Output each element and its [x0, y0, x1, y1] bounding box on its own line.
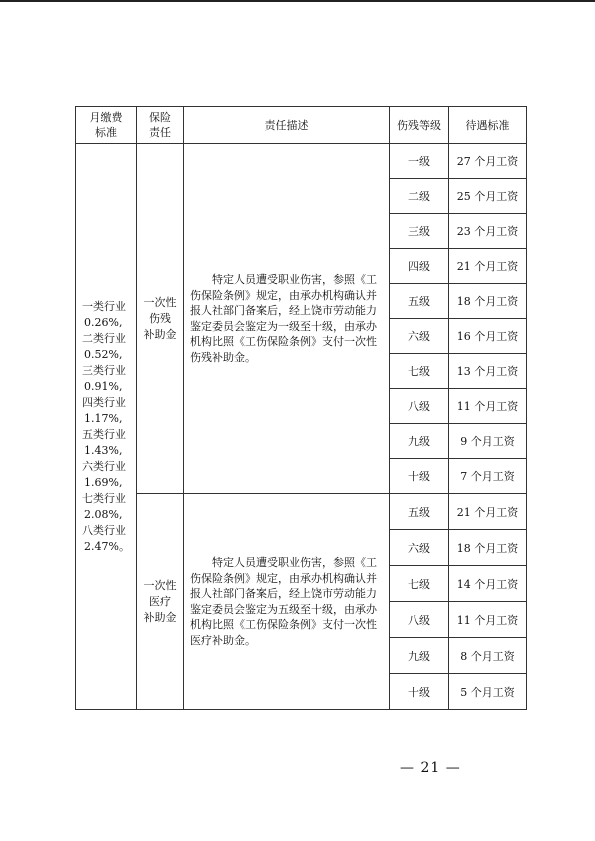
rate-label: 七类行业 — [82, 491, 126, 505]
header-resp-line2: 责任 — [149, 126, 171, 139]
grade-cell: 八级 — [390, 389, 449, 424]
amount-cell: 7 个月工资 — [449, 459, 527, 494]
amount-cell: 27 个月工资 — [449, 144, 527, 179]
header-rate — [76, 107, 137, 144]
grade-cell: 三级 — [390, 214, 449, 249]
grade-cell: 十级 — [390, 459, 449, 494]
grade-cell: 二级 — [390, 179, 449, 214]
resp-line: 伤残 — [149, 311, 171, 325]
amount-cell: 8 个月工资 — [449, 638, 527, 674]
description-medical — [184, 494, 390, 710]
amount-cell: 25 个月工资 — [449, 179, 527, 214]
rate-cell — [76, 144, 137, 710]
table-row — [76, 144, 527, 179]
top-rule — [0, 0, 595, 2]
amount-cell: 16 个月工资 — [449, 319, 527, 354]
amount-cell: 13 个月工资 — [449, 354, 527, 389]
rate-value: 1.69%, — [84, 475, 123, 489]
rate-value: 0.26%, — [84, 315, 123, 329]
header-responsibility — [137, 107, 184, 144]
grade-cell: 十级 — [390, 674, 449, 710]
description-disability — [184, 144, 390, 494]
grade-cell: 九级 — [390, 638, 449, 674]
amount-cell: 21 个月工资 — [449, 249, 527, 284]
rate-label: 八类行业 — [82, 523, 126, 537]
amount-cell: 9 个月工资 — [449, 424, 527, 459]
amount-cell: 21 个月工资 — [449, 494, 527, 530]
header-resp-line1: 保险 — [149, 111, 171, 124]
rate-value: 2.08%, — [84, 507, 123, 521]
rate-value: 0.91%, — [84, 379, 123, 393]
rate-value: 0.52%, — [84, 347, 123, 361]
resp-line: 医疗 — [149, 594, 171, 608]
page-number: — 21 — — [400, 760, 461, 776]
grade-cell: 九级 — [390, 424, 449, 459]
table-header-row — [76, 107, 527, 144]
grade-cell: 一级 — [390, 144, 449, 179]
amount-cell: 23 个月工资 — [449, 214, 527, 249]
amount-cell: 14 个月工资 — [449, 566, 527, 602]
rate-value: 1.43%, — [84, 443, 123, 457]
grade-cell: 四级 — [390, 249, 449, 284]
rate-value: 2.47%。 — [84, 539, 130, 553]
grade-cell: 八级 — [390, 602, 449, 638]
amount-cell: 11 个月工资 — [449, 389, 527, 424]
resp-line: 补助金 — [143, 610, 177, 624]
rate-label: 五类行业 — [82, 427, 126, 441]
rate-label: 六类行业 — [82, 459, 126, 473]
amount-cell: 5 个月工资 — [449, 674, 527, 710]
grade-cell: 六级 — [390, 319, 449, 354]
amount-cell: 11 个月工资 — [449, 602, 527, 638]
header-amount: 待遇标准 — [449, 107, 527, 144]
table-row — [76, 494, 527, 530]
responsibility-disability — [137, 144, 184, 494]
rate-label: 一类行业 — [82, 299, 126, 313]
grade-cell: 五级 — [390, 494, 449, 530]
rate-label: 二类行业 — [82, 331, 126, 345]
rate-label: 四类行业 — [82, 395, 126, 409]
grade-cell: 七级 — [390, 566, 449, 602]
rate-value: 1.17%, — [84, 411, 123, 425]
header-grade: 伤残等级 — [390, 107, 449, 144]
header-rate-line1: 月缴费 — [89, 111, 123, 124]
resp-line: 一次性 — [143, 295, 177, 309]
description-text: 特定人员遭受职业伤害，参照《工伤保险条例》规定，由承办机构确认并报人社部门备案后，经上饶市劳动能力鉴定委员会鉴定为一级至十级，由承办机构比照《工伤保险条例》支付一次性伤残补助金。 — [190, 273, 377, 364]
resp-line: 一次性 — [143, 578, 177, 592]
grade-cell: 五级 — [390, 284, 449, 319]
header-rate-line2: 标准 — [95, 126, 117, 139]
responsibility-medical — [137, 494, 184, 710]
benefit-table — [75, 106, 527, 710]
amount-cell: 18 个月工资 — [449, 530, 527, 566]
amount-cell: 18 个月工资 — [449, 284, 527, 319]
resp-line: 补助金 — [143, 327, 177, 341]
grade-cell: 七级 — [390, 354, 449, 389]
description-text: 特定人员遭受职业伤害，参照《工伤保险条例》规定，由承办机构确认并报人社部门备案后，经上饶市劳动能力鉴定委员会鉴定为五级至十级，由承办机构比照《工伤保险条例》支付一次性医疗补助金。 — [190, 556, 377, 647]
rate-label: 三类行业 — [82, 363, 126, 377]
grade-cell: 六级 — [390, 530, 449, 566]
header-description: 责任描述 — [184, 107, 390, 144]
